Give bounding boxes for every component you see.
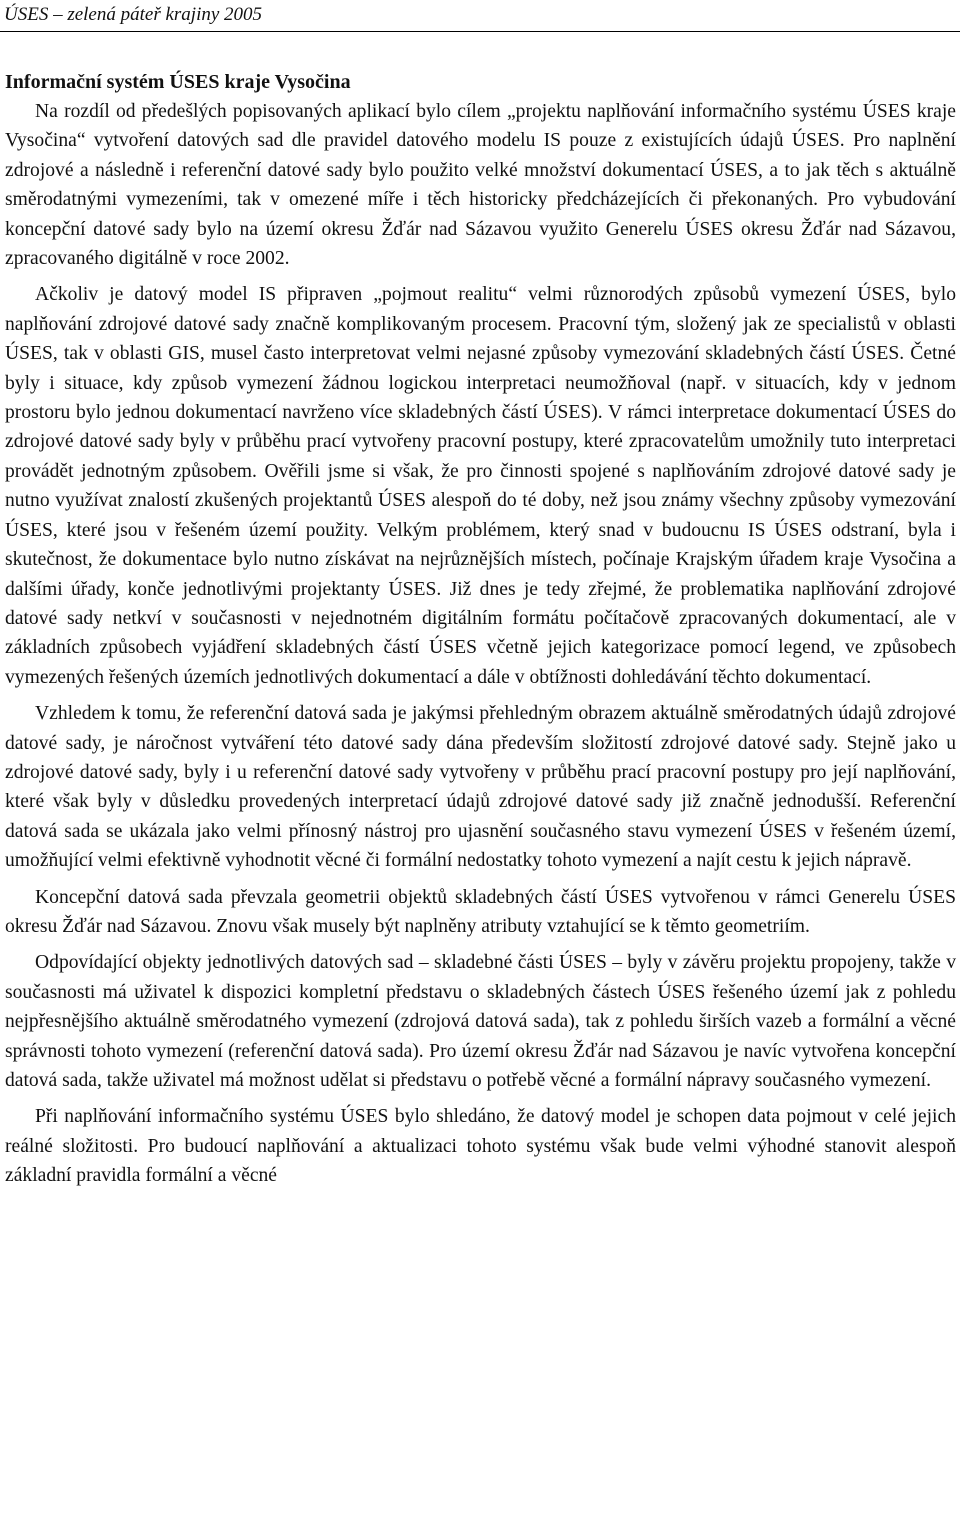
header-rule — [0, 31, 960, 32]
paragraph: Ačkoliv je datový model IS připraven „pojmout realitu“ velmi různorodých způsobů vymezení ÚSES, bylo naplňování zdrojové datové sady značně komplikovaným procesem. Pracovní tým, složený jak ze specialistů v oblasti ÚSES, tak v oblasti GIS, musel často interpretovat velmi nejasné způsoby vymezování skladebných částí ÚSES. Četné byly i situace, kdy způsob vymezení žádnou logickou interpretaci neumožňoval (např. v situacích, kdy v jednom prostoru bylo jednou dokumentací navrženo více skladebných částí ÚSES). V rámci interpretace dokumentací ÚSES do zdrojové datové sady byly v průběhu prací vytvořeny pracovní postupy, které zpracovatelům umožnily tuto interpretaci provádět jednotným způsobem. Ověřili jsme si však, že pro činnosti spojené s naplňováním zdrojové datové sady je nutno využívat znalostí zkušených projektantů ÚSES alespoň do té doby, než jsou známy všechny způsoby vymezování ÚSES, které jsou v řešeném území použity. Velkým problémem, který snad v budoucnu IS ÚSES odstraní, byla i skutečnost, že dokumentace bylo nutno získávat na nejrůznějších místech, počínaje Krajským úřadem kraje Vysočina a dalšími úřady, konče jednotlivými projektanty ÚSES. Již dnes je tedy zřejmé, že problematika naplňování zdrojové datové sady netkví v současnosti v nejednotném digitálním formátu počítačově zpracovaných dokumentací, ale v základních způsobech vyjádření skladebných částí ÚSES včetně jejich kategorizace pomocí legend, ve způsobech vymezených řešených územích jednotlivých dokumentací a dále v obtížnosti dohledávání těchto dokumentací. — [5, 284, 956, 688]
paragraph: Koncepční datová sada převzala geometrii objektů skladebných částí ÚSES vytvořenou v rámci Generelu ÚSES okresu Žďár nad Sázavou. Znovu však musely být naplněny atributy vztahující se k těmto geometriím. — [5, 886, 956, 937]
running-header: ÚSES – zelená páteř krajiny 2005 — [4, 4, 263, 25]
paragraph: Na rozdíl od předešlých popisovaných aplikací bylo cílem „projektu naplňování informačního systému ÚSES kraje Vysočina“ vytvoření datových sad dle pravidel datového modelu IS pouze z existujících údajů ÚSES. Pro naplnění zdrojové a následně i referenční datové sady bylo použito velké množství dokumentací ÚSES, a to jak těch s aktuálně směrodatnými vymezeními, tak v omezené míře i těch historicky předcházejících či překonaných. Pro vybudování koncepční datové sady bylo na území okresu Žďár nad Sázavou využito Generelu ÚSES okresu Žďár nad Sázavou, zpracovaného digitálně v roce 2002. — [5, 101, 956, 270]
paragraph: Vzhledem k tomu, že referenční datová sada je jakýmsi přehledným obrazem aktuálně směrodatných údajů zdrojové datové sady, je náročnost vytváření této datové sady dána především složitostí zdrojové datové sady. Stejně jako u zdrojové datové sady, byly i u referenční datové sady vytvořeny v průběhu prací pracovní postupy pro její naplňování, které však byly v důsledku provedených interpretací údajů zdrojové datové sady již značně jednodušší. Referenční datová sada se ukázala jako velmi přínosný nástroj pro ujasnění současného stavu vymezení ÚSES v řešeném území, umožňující velmi efektivně vyhodnotit věcné či formální nedostatky tohoto vymezení a najít cestu k jejich nápravě. — [5, 703, 956, 872]
document-body — [5, 68, 956, 1191]
paragraph: Odpovídající objekty jednotlivých datových sad – skladebné části ÚSES – byly v závěru projektu propojeny, takže v současnosti má uživatel k dispozici kompletní představu o skladebných částech ÚSES řešeného území jak z pohledu nejpřesnějšího aktuálně směrodatného vymezení (zdrojová datová sada), tak z pohledu širších vazeb a formální a věcné správnosti tohoto vymezení (referenční datová sada). Pro území okresu Žďár nad Sázavou je navíc vytvořena koncepční datová sada, takže uživatel má možnost udělat si představu o potřebě věcné a formální nápravy současného vymezení. — [5, 952, 956, 1091]
section-title: Informační systém ÚSES kraje Vysočina — [5, 71, 351, 93]
paragraph: Při naplňování informačního systému ÚSES bylo shledáno, že datový model je schopen data pojmout v celé jejich reálné složitosti. Pro budoucí naplňování a aktualizaci tohoto systému však bude velmi výhodné stanovit alespoň základní pravidla formální a věcné — [5, 1106, 956, 1187]
